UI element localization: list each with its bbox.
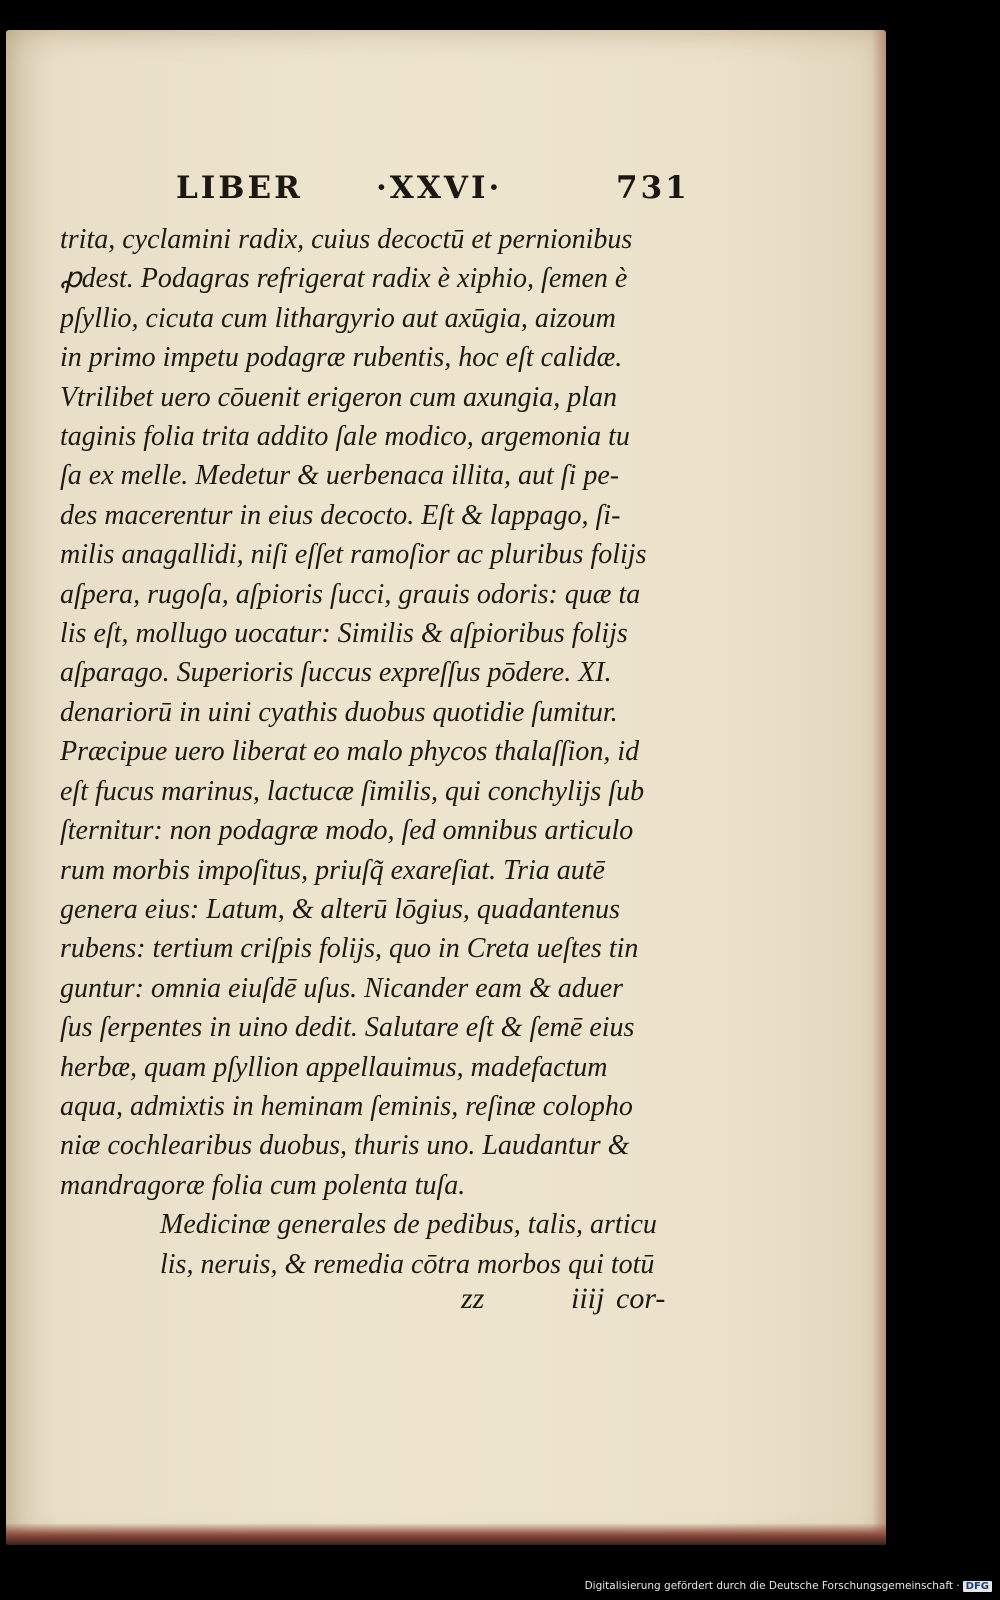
signature-line [461, 1282, 691, 1322]
text-line: aqua, admixtis in heminam ſeminis, reſinæ colopho [60, 1090, 633, 1122]
text-line: des macerentur in eius decocto. Eſt & lappago, ſi- [60, 499, 621, 531]
text-line: Vtrilibet uero cōuenit erigeron cum axungia, plan [60, 381, 618, 413]
text-line: denariorū in uini cyathis duobus quotidie ſumitur. [60, 696, 618, 728]
text-line: Præcipue uero liberat eo malo phycos thalaſſion, id [60, 736, 640, 768]
section-heading-line: lis, neruis, & remedia cōtra morbos qui totū [160, 1248, 655, 1280]
text-line: milis anagallidi, niſi eſſet ramoſior ac pluribus folijs [60, 539, 647, 571]
book-page [6, 30, 886, 1545]
text-line: rubens: tertium criſpis folijs, quo in Creta ueſtes tin [60, 933, 639, 965]
text-line: genera eius: Latum, & alterū lōgius, quadantenus [60, 893, 620, 925]
text-line: in primo impetu podagræ rubentis, hoc eſt calidæ. [60, 342, 623, 374]
text-line: aſparago. Superioris ſuccus expreſſus pōdere. XI. [60, 657, 612, 689]
text-line: ſternitur: non podagræ modo, ſed omnibus articulo [60, 815, 634, 847]
text-line: herbæ, quam pſyllion appellauimus, madefactum [60, 1051, 608, 1083]
body-text [60, 220, 685, 1284]
credit-text: Digitalisierung gefördert durch die Deutsche Forschungsgemeinschaft · [584, 1580, 960, 1592]
text-line: guntur: omnia eiuſdē uſus. Nicander eam & aduer [60, 972, 624, 1004]
text-line: ſa ex melle. Medetur & uerbenaca illita, aut ſi pe- [60, 460, 620, 492]
text-line: eſt fucus marinus, lactucæ ſimilis, qui conchylijs ſub [60, 775, 645, 807]
text-line: lis eſt, mollugo uocatur: Similis & aſpioribus folijs [60, 618, 628, 650]
text-line: mandragoræ folia cum polenta tuſa. [60, 1169, 466, 1201]
page-number: 731 [616, 170, 690, 206]
header-liber: LIBER [176, 170, 303, 206]
header-book-number: ·XXVI· [376, 170, 503, 206]
digitization-credit [585, 1580, 992, 1592]
running-header [176, 170, 696, 210]
page-bottom-edge [6, 1523, 886, 1545]
text-line: ꝓdest. Podagras refrigerat radix è xiphio, ſemen è [60, 263, 628, 295]
text-line: pſyllio, cicuta cum lithargyrio aut axūgia, aizoum [60, 302, 616, 334]
signature-number: iiij [571, 1282, 605, 1315]
catchword: cor- [616, 1282, 666, 1315]
text-line: ſus ſerpentes in uino dedit. Salutare eſt & ſemē eius [60, 1012, 635, 1044]
page-edge-shadow [872, 30, 886, 1545]
text-line: rum morbis impoſitus, priuſq̃ exareſiat. Tria autē [60, 854, 605, 886]
text-line: taginis folia trita addito ſale modico, argemonia tu [60, 421, 630, 453]
text-line: aſpera, rugoſa, aſpioris ſucci, grauis odoris: quæ ta [60, 578, 641, 610]
text-line: niæ cochlearibus duobus, thuris uno. Laudantur & [60, 1130, 630, 1162]
dfg-logo: DFG [963, 1581, 992, 1592]
section-heading-line: Medicinæ generales de pedibus, talis, articu [160, 1209, 657, 1241]
signature-mark: zz [461, 1282, 485, 1315]
text-line: trita, cyclamini radix, cuius decoctū et pernionibus [60, 224, 633, 255]
